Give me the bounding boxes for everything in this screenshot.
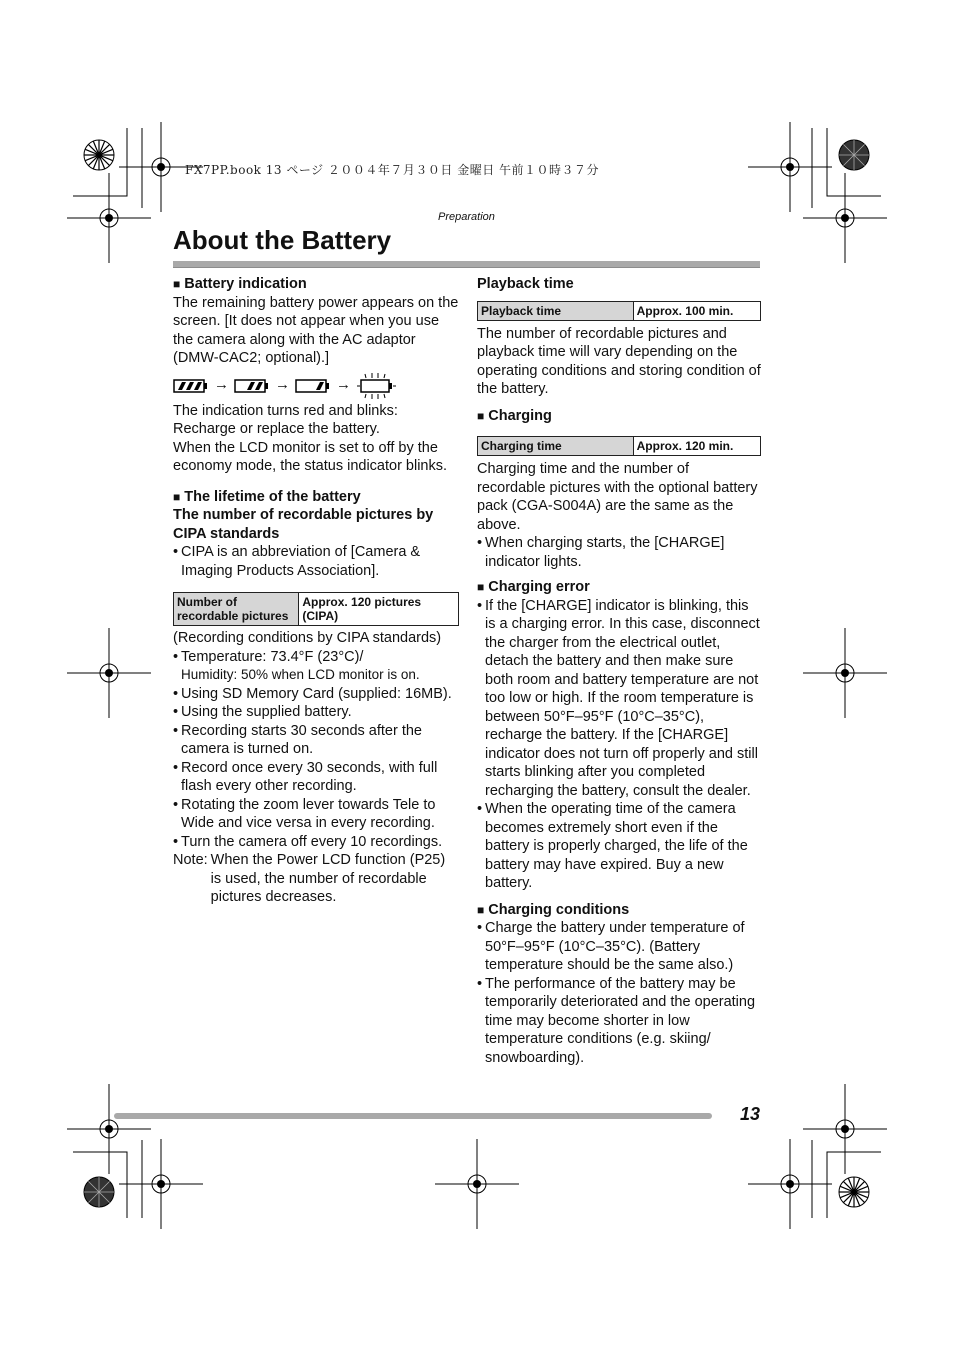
note <box>173 851 459 907</box>
list-item: • The performance of the battery may be temporarily deteriorated and the operating time may become shorter in low temperature conditions (e.g. skiing/ snowboarding). <box>477 975 761 1068</box>
table-label-cell: Charging time <box>478 437 634 456</box>
arrow-right-icon: → <box>214 376 229 394</box>
arrow-right-icon: → <box>336 376 351 394</box>
list-item: • Using SD Memory Card (supplied: 16MB). <box>173 685 459 704</box>
table-label-cell: Playback time <box>478 301 634 320</box>
lifetime-heading: ■ The lifetime of the battery <box>173 488 361 505</box>
recordable-pictures-table <box>173 592 459 626</box>
charging-error-list <box>477 597 761 893</box>
playback-time-heading: Playback time <box>477 276 574 292</box>
square-bullet-icon: ■ <box>477 902 485 917</box>
list-item: • CIPA is an abbreviation of [Camera & Imaging Products Association]. <box>173 543 459 580</box>
note-text: When the Power LCD function (P25) is used, the number of recordable pictures decreases. <box>210 852 446 905</box>
note-label: Note: <box>173 852 208 868</box>
charging-heading: ■ Charging <box>477 407 552 424</box>
playback-text: The number of recordable pictures and playback time will vary depending on the operating conditions and storing condition of the battery. <box>477 325 761 397</box>
page-number: 13 <box>740 1104 761 1124</box>
battery-levels-sequence <box>173 374 459 398</box>
footer-bar <box>114 1113 712 1119</box>
table-row <box>174 593 459 626</box>
charging-conditions-heading: ■ Charging conditions <box>477 901 630 918</box>
cipa-bullet-list <box>173 543 459 580</box>
recording-conditions-heading: (Recording conditions by CIPA standards) <box>173 630 442 646</box>
list-item: • Charge the battery under temperature of 50°F–95°F (10°C–35°C). (Battery temperature should be the same also.) <box>477 919 761 975</box>
charging-time-table <box>477 436 761 456</box>
section-label: Preparation <box>438 211 495 223</box>
table-value-cell: Approx. 120 min. <box>633 437 760 456</box>
list-item: • Recording starts 30 seconds after the camera is turned on. <box>173 722 459 759</box>
table-value-cell: Approx. 100 min. <box>633 301 760 320</box>
battery-indication-text: The remaining battery power appears on the screen. [It does not appear when you use the camera along with the AC adaptor (DMW-CAC2; optional).] <box>173 294 459 366</box>
title-underline-bar <box>173 261 760 268</box>
list-item: • Temperature: 73.4°F (23°C)/ Humidity: 50% when LCD monitor is on. <box>173 648 459 685</box>
battery-full-icon <box>173 378 209 394</box>
page-title: About the Battery <box>173 225 392 255</box>
playback-time-table <box>477 301 761 321</box>
square-bullet-icon: ■ <box>173 489 181 504</box>
square-bullet-icon: ■ <box>173 277 181 291</box>
right-column <box>477 275 761 1067</box>
battery-one-third-icon <box>295 378 331 394</box>
square-bullet-icon: ■ <box>477 580 485 594</box>
charging-bullet-list <box>477 534 761 571</box>
list-item: • When the operating time of the camera becomes extremely short even if the battery is properly charged, the life of the battery may have expired. Buy a new battery. <box>477 800 761 893</box>
battery-empty-blinking-icon <box>356 373 396 399</box>
list-item: • Turn the camera off every 10 recordings. <box>173 833 459 852</box>
charging-error-heading: ■ Charging error <box>477 579 590 595</box>
battery-indication-heading: ■ Battery indication <box>173 276 307 292</box>
recordable-pictures-heading: The number of recordable pictures by CIPA standards <box>173 507 434 542</box>
battery-two-thirds-icon <box>234 378 270 394</box>
print-header: FX7PP.book 13 ページ ２００４年７月３０日 金曜日 午前１０時３７分 <box>185 163 600 177</box>
table-row <box>478 301 761 320</box>
table-row <box>478 437 761 456</box>
arrow-right-icon: → <box>275 376 290 394</box>
list-item: • Using the supplied battery. <box>173 703 459 722</box>
list-item: • When charging starts, the [CHARGE] indicator lights. <box>477 534 761 571</box>
charging-conditions-list <box>477 919 761 1067</box>
economy-mode-text: When the LCD monitor is set to off by the economy mode, the status indicator blinks. <box>173 439 448 474</box>
list-item: • Record once every 30 seconds, with full flash every other recording. <box>173 759 459 796</box>
square-bullet-icon: ■ <box>477 408 485 423</box>
blink-text: The indication turns red and blinks: Recharge or replace the battery. <box>173 402 398 437</box>
charging-text: Charging time and the number of recordable pictures with the optional battery pack (CGA-S004A) are the same as the above. <box>477 461 758 533</box>
table-label-cell: Number of recordable pictures <box>174 593 299 626</box>
list-item: • If the [CHARGE] indicator is blinking, this is a charging error. In this case, disconnect the charger from the electrical outlet, detach the battery and then make sure both room and battery temperature are not too low or high. If the room temperature is between 50°F–95°F (10°C–35°C), recharge the battery. If the [CHARGE] indicator does not turn off properly and still starts blinking after you completed recharging the battery, consult the dealer. <box>477 597 761 801</box>
left-column <box>173 275 459 907</box>
list-item: • Rotating the zoom lever towards Tele to Wide and vice versa in every recording. <box>173 796 459 833</box>
table-value-cell: Approx. 120 pictures (CIPA) <box>299 593 459 626</box>
recording-conditions-list <box>173 648 459 852</box>
